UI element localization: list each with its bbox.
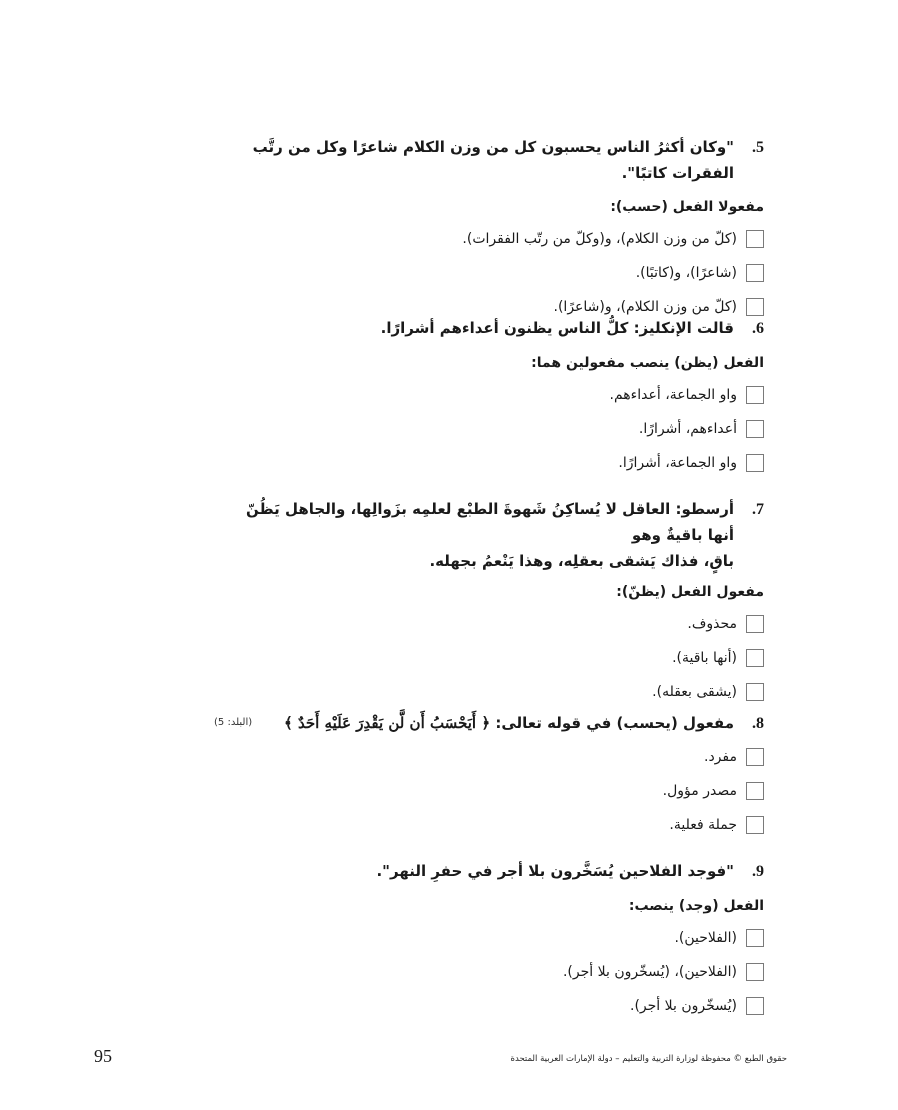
question-prompt: مفعول الفعل (يظنّ): (616, 584, 764, 600)
checkbox[interactable] (746, 816, 764, 834)
checkbox[interactable] (746, 963, 764, 981)
question-prompt: الفعل (وجد) ينصب: (628, 898, 764, 914)
answer-option[interactable] (224, 679, 764, 704)
option-label: (كلّ من وزن الكلام)، و(وكلّ من رتّب الفقرات). (462, 230, 737, 247)
checkbox[interactable] (746, 298, 764, 316)
option-label: (يشقى بعقله). (652, 683, 737, 700)
answer-option[interactable] (224, 260, 764, 285)
question-prompt: مفعولا الفعل (حسب): (610, 199, 764, 215)
question-text-line-1: أرسطو: العاقل لا يُساكِنُ شَهوةَ الطبْع لعلمِه بزَوالِها، والجاهل يَظُنّ أنها باقيةٌ وهو (246, 500, 734, 544)
page-number: 95 (94, 1046, 112, 1066)
checkbox[interactable] (746, 782, 764, 800)
answer-option[interactable] (224, 611, 764, 636)
checkbox[interactable] (746, 454, 764, 472)
question-text-lead: مفعول (يحسب) في قوله تعالى: (495, 714, 734, 732)
question-number: 8. (752, 715, 764, 732)
option-label: (الفلاحين). (674, 929, 737, 946)
option-label: (شاعرًا)، و(كاتبًا). (635, 264, 737, 281)
copyright-notice: حقوق الطبع © محفوظة لوزارة التربية والتعليم – دولة الإمارات العربية المتحدة (510, 1054, 787, 1064)
checkbox[interactable] (746, 615, 764, 633)
option-label: (كلّ من وزن الكلام)، و(شاعرًا). (553, 298, 737, 315)
option-label: (أنها باقية). (672, 649, 737, 666)
option-label: (الفلاحين)، (يُسخّرون بلا أجر). (562, 963, 737, 980)
answer-option[interactable] (224, 993, 764, 1018)
question-text (224, 710, 740, 736)
checkbox[interactable] (746, 683, 764, 701)
question-text: قالت الإنكليز: كلُّ الناس يظنون أعداءهم أشرارًا. (380, 319, 734, 337)
answer-option[interactable] (224, 450, 764, 475)
question-number: 9. (752, 863, 764, 880)
quran-verse: ﴿ أَيَحْسَبُ أَن لَّن يَقْدِرَ عَلَيْهِ أَحَدٌ ﴾ (283, 714, 491, 732)
question-5 (224, 134, 764, 319)
answer-option[interactable] (224, 812, 764, 837)
checkbox[interactable] (746, 230, 764, 248)
question-text-line-2: باقٍ، فذاك يَشقى بعقلِه، وهذا يَنْعمُ بجهله. (429, 552, 734, 570)
option-label: مفرد. (704, 748, 737, 765)
option-label: أعداءهم، أشرارًا. (638, 420, 737, 437)
question-8 (224, 710, 764, 837)
answer-option[interactable] (224, 382, 764, 407)
verse-reference: (البلد: 5) (214, 717, 253, 728)
option-label: (يُسخّرون بلا أجر). (630, 997, 737, 1014)
checkbox[interactable] (746, 386, 764, 404)
question-number: 7. (752, 501, 764, 518)
checkbox[interactable] (746, 748, 764, 766)
answer-option[interactable] (224, 416, 764, 441)
checkbox[interactable] (746, 264, 764, 282)
option-label: محذوف. (687, 615, 737, 632)
answer-option[interactable] (224, 226, 764, 251)
answer-option[interactable] (224, 959, 764, 984)
answer-option[interactable] (224, 744, 764, 769)
checkbox[interactable] (746, 649, 764, 667)
question-number: 5. (752, 139, 764, 156)
checkbox[interactable] (746, 997, 764, 1015)
question-prompt: الفعل (يظن) ينصب مفعولين هما: (531, 355, 764, 371)
question-9 (224, 858, 764, 1018)
option-label: واو الجماعة، أشرارًا. (618, 454, 737, 471)
checkbox[interactable] (746, 929, 764, 947)
option-label: مصدر مؤول. (662, 782, 737, 799)
question-6 (224, 315, 764, 475)
answer-option[interactable] (224, 645, 764, 670)
question-text (224, 496, 740, 574)
question-number: 6. (752, 320, 764, 337)
answer-option[interactable] (224, 925, 764, 950)
option-label: جملة فعلية. (669, 816, 737, 833)
checkbox[interactable] (746, 420, 764, 438)
question-text: "وكان أكثرُ الناس يحسبون كل من وزن الكلام شاعرًا وكل من رتَّب الفقرات كاتبًا". (252, 138, 734, 182)
answer-option[interactable] (224, 778, 764, 803)
question-7 (224, 496, 764, 704)
option-label: واو الجماعة، أعداءهم. (609, 386, 737, 403)
question-text: "فوجد الفلاحين يُسَخَّرون بلا أجر في حفرِ النهر". (376, 862, 734, 880)
